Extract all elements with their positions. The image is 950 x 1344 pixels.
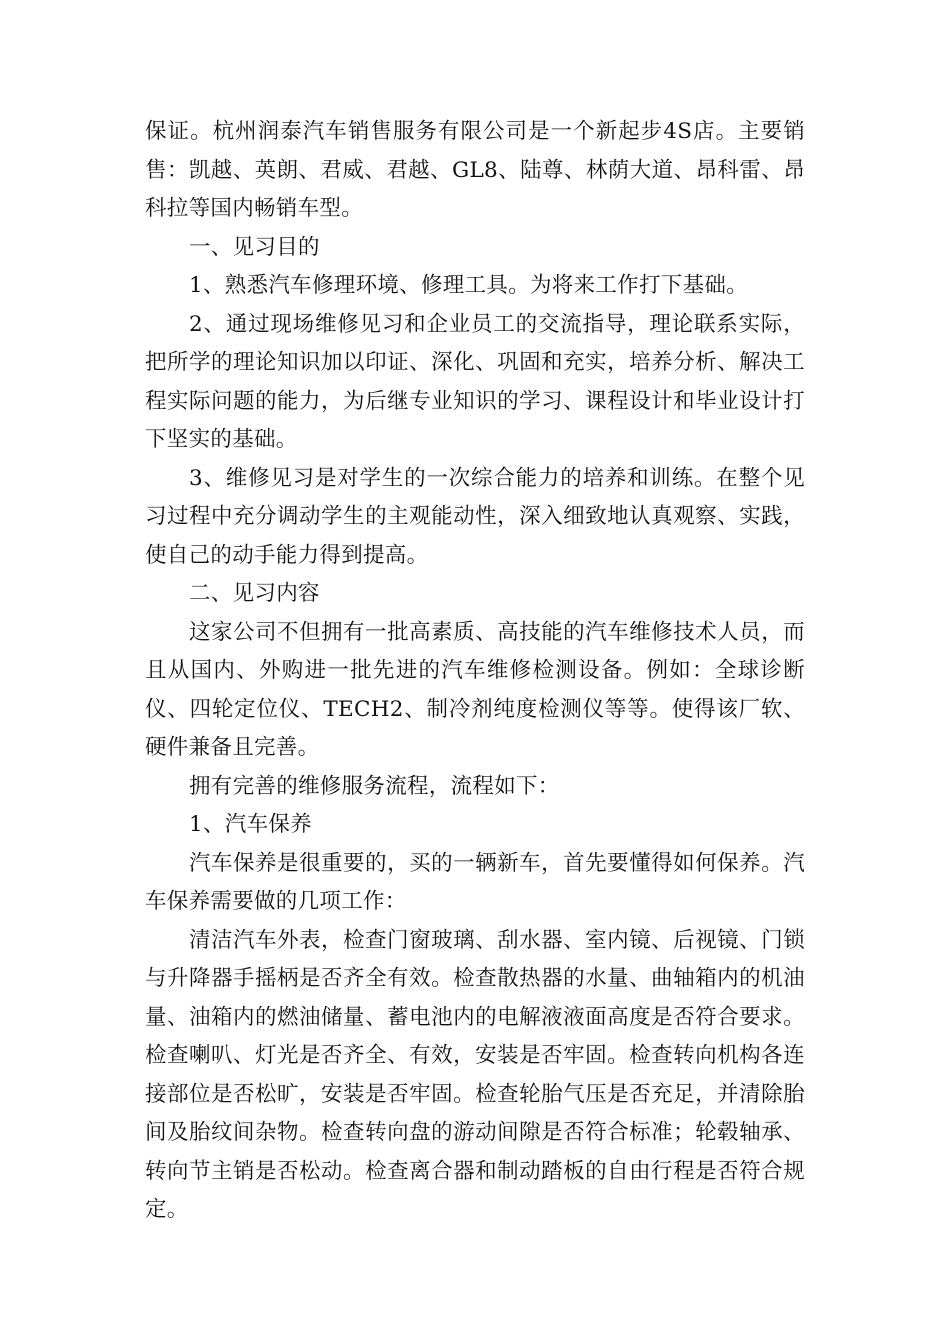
purpose-item-1: 1、熟悉汽车修理环境、修理工具。为将来工作打下基础。 bbox=[189, 273, 748, 298]
maintenance-paragraph-2: 清洁汽车外表，检查门窗玻璃、刮水器、室内镜、后视镜、门锁与升降器手摇柄是否齐全有效。检查散热器的水量、曲轴箱内的机油量、油箱内的燃油储量、蓄电池内的电解液液面高度是否符合要求。检查喇叭、灯光是否齐全、有效，安装是否牢固。检查转向机构各连接部位是否松旷，安装是否牢固。检查轮胎气压是否充足，并清除胎间及胎纹间杂物。检查转向盘的游动间隙是否符合标准；轮毂轴承、转向节主销是否松动。检查离合器和制动踏板的自由行程是否符合规定。 bbox=[145, 927, 805, 1222]
content-paragraph-2: 拥有完善的维修服务流程，流程如下： bbox=[189, 773, 560, 799]
purpose-item-3: 3、维修见习是对学生的一次综合能力的培养和训练。在整个见习过程中充分调动学生的主观能动性，深入细致地认真观察、实践，使自己的动手能力得到提高。 bbox=[145, 465, 805, 568]
document-body bbox=[145, 113, 805, 1230]
section-heading-purpose: 一、见习目的 bbox=[189, 234, 320, 260]
maintenance-paragraph-1: 汽车保养是很重要的，买的一辆新车，首先要懂得如何保养。汽车保养需要做的几项工作： bbox=[145, 850, 805, 914]
purpose-item-2: 2、通过现场维修见习和企业员工的交流指导，理论联系实际，把所学的理论知识加以印证、深化、巩固和充实，培养分析、解决工程实际问题的能力，为后继专业知识的学习、课程设计和毕业设计打下坚实的基础。 bbox=[145, 311, 805, 452]
subheading-maintenance: 1、汽车保养 bbox=[189, 812, 312, 837]
intro-paragraph: 保证。杭州润泰汽车销售服务有限公司是一个新起步4S店。主要销售：凯越、英朗、君威、君越、GL8、陆尊、林荫大道、昂科雷、昂科拉等国内畅销车型。 bbox=[145, 119, 805, 221]
content-paragraph-1: 这家公司不但拥有一批高素质、高技能的汽车维修技术人员，而且从国内、外购进一批先进的汽车维修检测设备。例如：全球诊断仪、四轮定位仪、TECH2、制冷剂纯度检测仪等等。使得该厂软、硬件兼备且完善。 bbox=[145, 619, 805, 760]
section-heading-content: 二、见习内容 bbox=[189, 581, 320, 606]
